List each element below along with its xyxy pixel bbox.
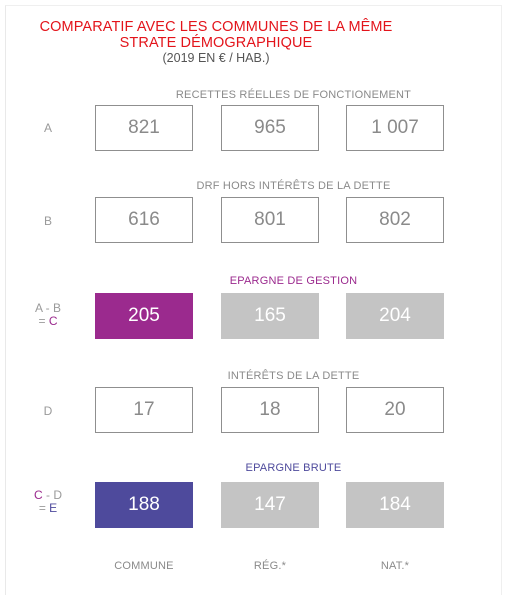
page-title-line1: COMPARATIF AVEC LES COMMUNES DE LA MÊME (39, 19, 393, 35)
row-label-drf: DRF HORS INTÉRÊTS DE LA DETTE (196, 180, 391, 192)
value-commune-a: 821 (95, 105, 193, 151)
value-national-c: 204 (346, 293, 444, 339)
value-region-a: 965 (221, 105, 319, 151)
row-letter-b: B (43, 214, 52, 228)
value-commune-e: 188 (95, 482, 193, 528)
value-commune-c: 205 (95, 293, 193, 339)
value-region-d: 18 (221, 387, 319, 433)
row-letter-d: D (43, 404, 53, 418)
value-national-e: 184 (346, 482, 444, 528)
formula-c-minus-d: C - D (33, 488, 62, 502)
formula-a-minus-b: A - B (34, 301, 61, 315)
value-national-b: 802 (346, 197, 444, 243)
card-frame (5, 5, 502, 595)
page-title-line2: STRATE DÉMOGRAPHIQUE (119, 35, 313, 51)
value-national-d: 20 (346, 387, 444, 433)
value-commune-d: 17 (95, 387, 193, 433)
row-letter-a: A (43, 121, 52, 135)
row-letter-c (26, 302, 70, 328)
column-header-region: RÉG.* (253, 560, 287, 572)
column-header-commune: COMMUNE (114, 560, 174, 572)
value-region-c: 165 (221, 293, 319, 339)
row-label-epargne-gestion: EPARGNE DE GESTION (229, 275, 358, 287)
formula-result-c: = C (38, 314, 58, 328)
value-commune-b: 616 (95, 197, 193, 243)
formula-result-e: = E (38, 501, 58, 515)
row-label-interets: INTÉRÊTS DE LA DETTE (227, 370, 360, 382)
column-header-national: NAT.* (380, 560, 410, 572)
row-label-epargne-brute: EPARGNE BRUTE (245, 462, 342, 474)
value-national-a: 1 007 (346, 105, 444, 151)
row-letter-e (26, 489, 70, 515)
row-label-recettes: RECETTES RÉELLES DE FONCTIONEMENT (175, 89, 412, 101)
page-subtitle: (2019 EN € / HAB.) (162, 51, 270, 65)
value-region-e: 147 (221, 482, 319, 528)
value-region-b: 801 (221, 197, 319, 243)
